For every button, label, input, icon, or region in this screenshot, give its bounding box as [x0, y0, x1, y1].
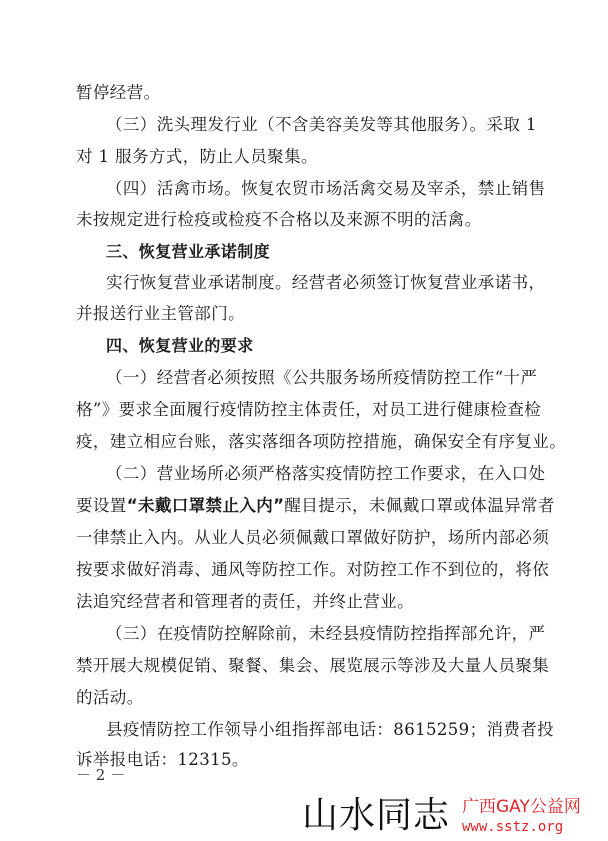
body-text-line: 对 1 服务方式，防止人员聚集。 [76, 147, 318, 166]
body-text-line: （二）营业场所必须严格落实疫情防控工作要求，在入口处 [106, 464, 546, 483]
body-text-line [76, 496, 555, 516]
body-text-line: 的活动。 [76, 688, 144, 707]
body-text-line: 暂停经营。 [76, 83, 161, 102]
watermark-logo-text: 山水同志 [302, 795, 451, 836]
body-text-line: 按要求做好消毒、通风等防控工作。对防控工作不到位的，将依 [76, 560, 550, 579]
body-text-segment: 醒目提示，未佩戴口罩或体温异常者 [284, 496, 555, 515]
section-heading: 四、恢复营业的要求 [106, 336, 254, 355]
body-text-line: 法追究经营者和管理者的责任，并终止营业。 [76, 592, 414, 611]
mask-warning-phrase: “未戴口罩禁止入内” [126, 496, 285, 515]
body-text-line: 实行恢复营业承诺制度。经营者必须签订恢复营业承诺书， [106, 273, 546, 292]
body-text-line: 并报送行业主管部门。 [76, 304, 245, 323]
page-number: － 2 － [76, 766, 126, 784]
body-text-segment: 要设置 [76, 496, 127, 515]
body-text-line: 未按规定进行检疫或检疫不合格以及来源不明的活禽。 [76, 210, 482, 229]
watermark-site-url: www.sstz.org [462, 819, 564, 835]
watermark-site-name: 广西GAY公益网 [462, 797, 581, 817]
body-text-line: （四）活禽市场。恢复农贸市场活禽交易及宰杀，禁止销售 [106, 179, 546, 198]
body-text-line: 疫，建立相应台账，落实落细各项防控措施，确保安全有序复业。 [76, 432, 567, 451]
body-text-line: （三）洗头理发行业（不含美容美发等其他服务）。采取 1 [106, 115, 537, 134]
body-text-line: （三）在疫情防控解除前，未经县疫情防控指挥部允许，严 [106, 624, 546, 643]
body-text-line: 格”》要求全面履行疫情防控主体责任，对员工进行健康检查检 [76, 400, 542, 419]
body-text-line: 一律禁止入内。从业人员必须佩戴口罩做好防护，场所内部必须 [76, 528, 550, 547]
body-text-line: 县疫情防控工作领导小组指挥部电话：8615259；消费者投 [106, 720, 555, 739]
body-text-line: （一）经营者必须按照《公共服务场所疫情防控工作“十严 [106, 368, 538, 387]
body-text-line: 禁开展大规模促销、聚餐、集会、展览展示等涉及大量人员聚集 [76, 656, 550, 675]
body-text-line: 诉举报电话：12315。 [76, 750, 249, 769]
section-heading: 三、恢复营业承诺制度 [106, 242, 271, 261]
